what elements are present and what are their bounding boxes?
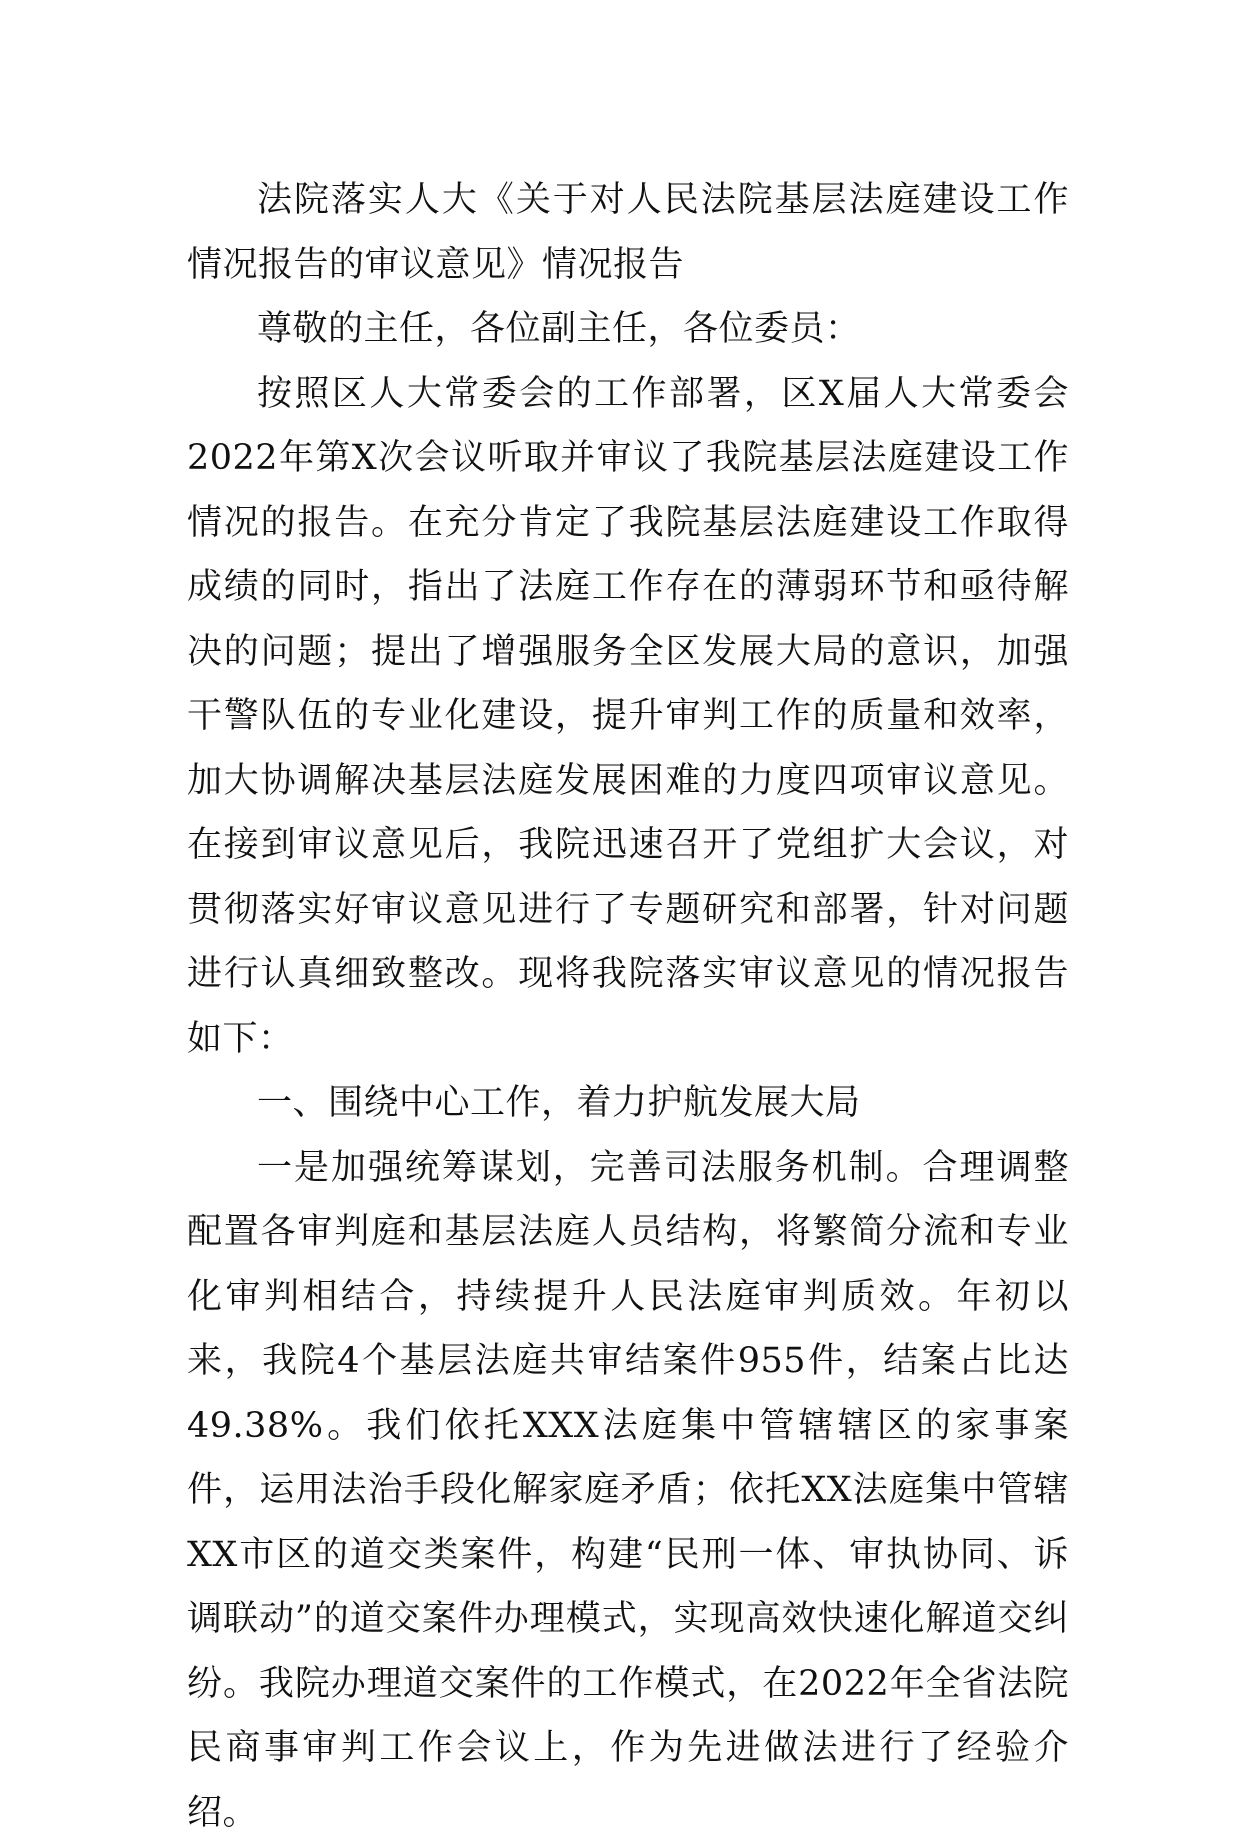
section-heading: 一、围绕中心工作，着力护航发展大局 <box>187 1071 1069 1136</box>
paragraph-intro: 按照区人大常委会的工作部署，区X届人大常委会2022年第X次会议听取并审议了我院基层法庭建设工作情况的报告。在充分肯定了我院基层法庭建设工作取得成绩的同时，指出了法庭工作存在的薄弱环节和亟待解决的问题；提出了增强服务全区发展大局的意识，加强干警队伍的专业化建设，提升审判工作的质量和效率，加大协调解决基层法庭发展困难的力度四项审议意见。在接到审议意见后，我院迅速召开了党组扩大会议，对贯彻落实好审议意见进行了专题研究和部署，针对问题进行认真细致整改。现将我院落实审议意见的情况报告如下： <box>187 362 1069 1072</box>
document-body <box>187 168 1069 1845</box>
paragraph-body: 一是加强统筹谋划，完善司法服务机制。合理调整配置各审判庭和基层法庭人员结构，将繁简分流和专业化审判相结合，持续提升人民法庭审判质效。年初以来，我院4个基层法庭共审结案件955件，结案占比达49.38%。我们依托XXX法庭集中管辖辖区的家事案件，运用法治手段化解家庭矛盾；依托XX法庭集中管辖XX市区的道交类案件，构建“民刑一体、审执协同、诉调联动”的道交案件办理模式，实现高效快速化解道交纠纷。我院办理道交案件的工作模式，在2022年全省法院民商事审判工作会议上，作为先进做法进行了经验介绍。 <box>187 1136 1069 1845</box>
salutation: 尊敬的主任，各位副主任，各位委员： <box>187 297 1069 362</box>
document-title: 法院落实人大《关于对人民法院基层法庭建设工作情况报告的审议意见》情况报告 <box>187 168 1069 297</box>
